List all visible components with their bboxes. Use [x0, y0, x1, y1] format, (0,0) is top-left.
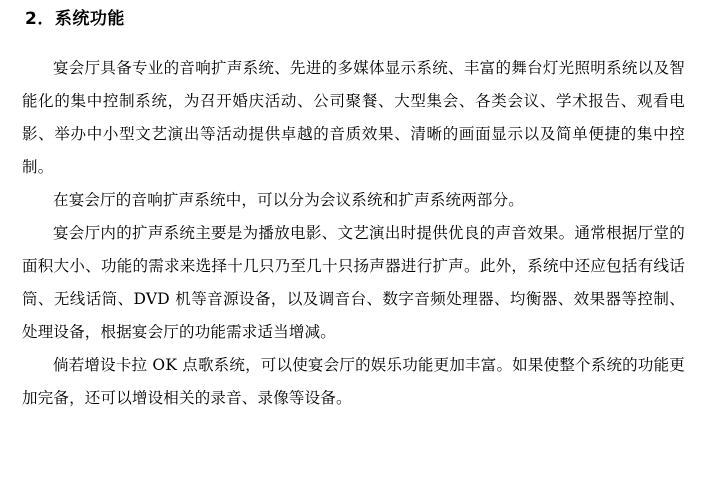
paragraph: 宴会厅具备专业的音响扩声系统、先进的多媒体显示系统、丰富的舞台灯光照明系统以及智能化的集中控制系统，为召开婚庆活动、公司聚餐、大型集会、各类会议、学术报告、观看电影、举办中小型文艺演出等活动提供卓越的音质效果、清晰的画面显示以及简单便捷的集中控制。 [22, 59, 685, 176]
paragraph: 宴会厅内的扩声系统主要是为播放电影、文艺演出时提供优良的声音效果。通常根据厅堂的面积大小、功能的需求来选择十几只乃至几十只扬声器进行扩声。此外，系统中还应包括有线话筒、无线话筒、DVD 机等音源设备，以及调音台、数字音频处理器、均衡器、效果器等控制、处理设备，根据宴会厅的功能需求适当增减。 [22, 224, 685, 341]
paragraph: 在宴会厅的音响扩声系统中，可以分为会议系统和扩声系统两部分。 [53, 191, 525, 209]
document-body [22, 52, 685, 415]
section-heading: 2．系统功能 [25, 9, 125, 29]
paragraph: 倘若增设卡拉 OK 点歌系统，可以使宴会厅的娱乐功能更加丰富。如果使整个系统的功能更加完备，还可以增设相关的录音、录像等设备。 [22, 356, 685, 407]
document-page [0, 8, 711, 485]
